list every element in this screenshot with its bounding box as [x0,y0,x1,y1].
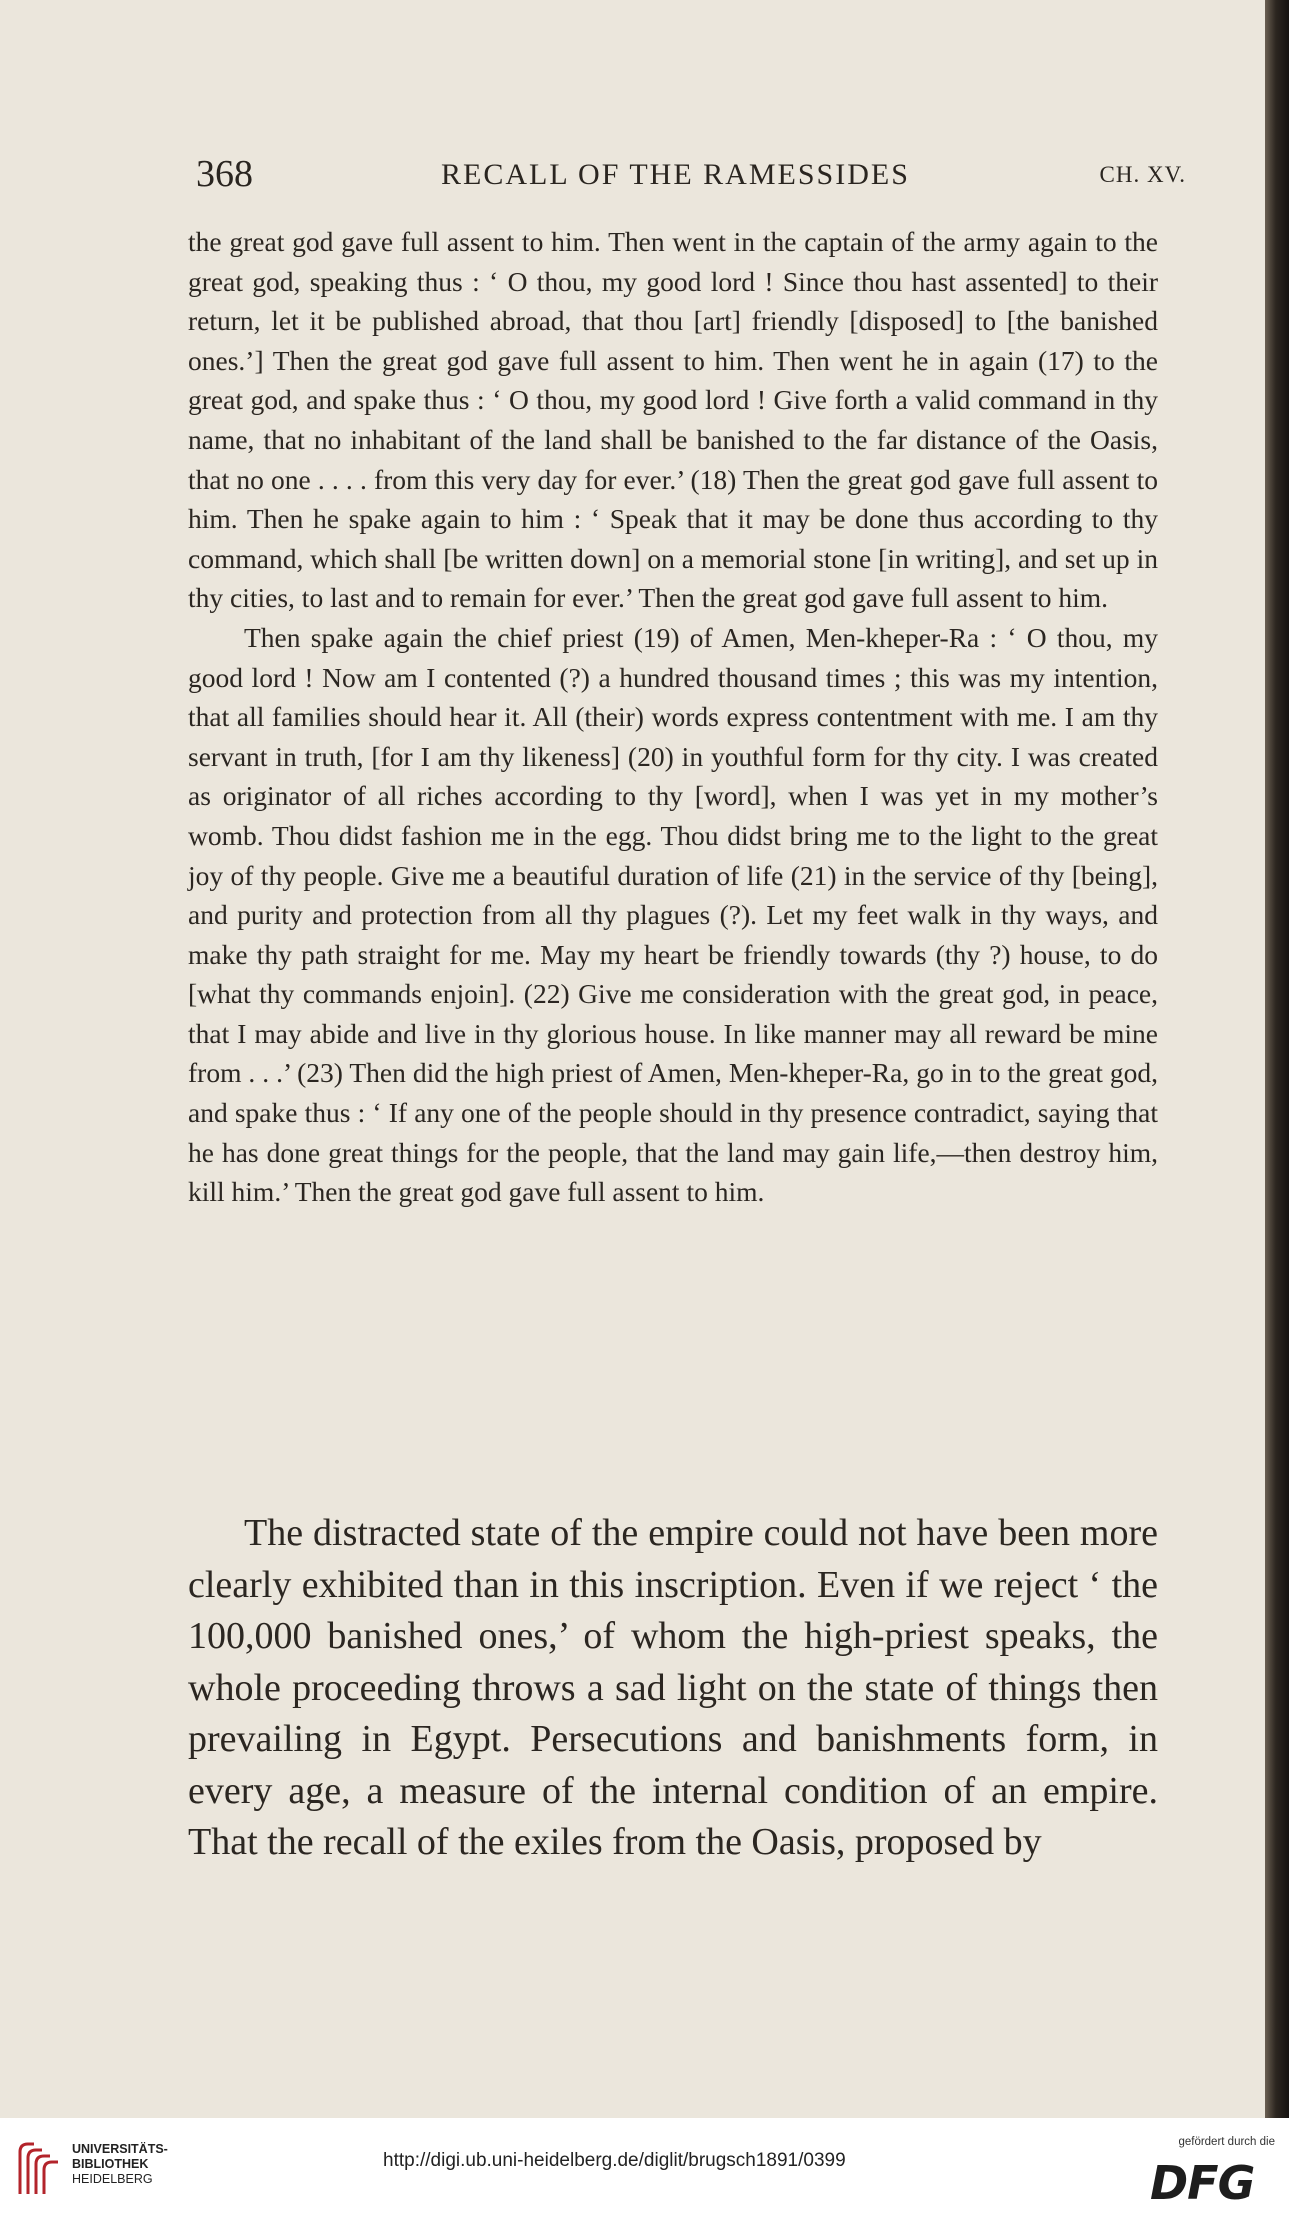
running-title: RECALL OF THE RAMESSIDES [441,158,910,191]
paragraph: the great god gave full assent to him. Then went in the captain of the army again to the great god, speaking thus : ‘ O thou, my good lord ! Since thou hast assented] to their return, let it be published abroad, that thou [art] friendly [disposed] to [the banished ones.’] Then the great god gave full assent to him. Then went he in again (17) to the great god, and spake thus : ‘ O thou, my good lord ! Give forth a valid command in thy name, that no inhabitant of the land shall be banished to the far distance of the Oasis, that no one . . . . from this very day for ever.’ (18) Then the great god gave full assent to him. Then he spake again to him : ‘ Speak that it may be done thus according to thy command, which shall [be written down] on a memorial stone [in writing], and set up in thy cities, to last and to remain for ever.’ Then the great god gave full assent to him. [188,226,1158,614]
commentary [188,1508,1158,1869]
permalink-url[interactable]: http://digi.ub.uni-heidelberg.de/diglit/brugsch1891/0399 [383,2150,846,2171]
library-name: UNIVERSITÄTS- BIBLIOTHEK HEIDELBERG [72,2142,168,2186]
chapter-label: CH. XV. [1099,162,1186,187]
paragraph: Then spake again the chief priest (19) of Amen, Men-kheper-Ra : ‘ O thou, my good lord ! Now am I contented (?) a hundred thousand times ; this was my intention, that all families should hear it. All (their) words express contentment with me. I am thy servant in truth, [for I am thy likeness] (20) in youthful form for thy city. I was created as originator of all riches according to thy [word], when I was yet in my mother’s womb. Thou didst fashion me in the egg. Thou didst bring me to the light to the great joy of thy people. Give me a beautiful duration of life (21) in the service of thy [being], and purity and protection from all thy plagues (?). Let my feet walk in thy ways, and make thy path straight for me. May my heart be friendly towards (thy ?) house, to do [what thy commands enjoin]. (22) Give me consideration with the great god, in peace, that I may abide and live in thy glorious house. In like manner may all reward be mine from . . .’ (23) Then did the high priest of Amen, Men-kheper-Ra, go in to the great god, and spake thus : ‘ If any one of the people should in thy presence contradict, saying that he has done great things for the people, that the land may gain life,—then destroy him, kill him.’ Then the great god gave full assent to him. [188,621,1158,1208]
footer-bar [0,2118,1289,2213]
sponsor-caption: gefördert durch die [1178,2136,1275,2148]
running-head [196,152,1186,208]
page-number: 368 [196,153,253,195]
inscription-translation [188,222,1158,1212]
dfg-logo: DFG [1150,2156,1255,2210]
paragraph: The distracted state of the empire could not have been more clearly exhibited than in this inscription. Even if we reject ‘ the 100,000 banished ones,’ of whom the high-priest speaks, the whole proceeding throws a sad light on the state of things then prevailing in Egypt. Persecutions and banishments form, in every age, a measure of the internal condition of an empire. That the recall of the exiles from the Oasis, proposed by [188,1512,1158,1863]
book-spine-edge [1265,0,1289,2118]
university-library-logo-icon [14,2138,64,2198]
